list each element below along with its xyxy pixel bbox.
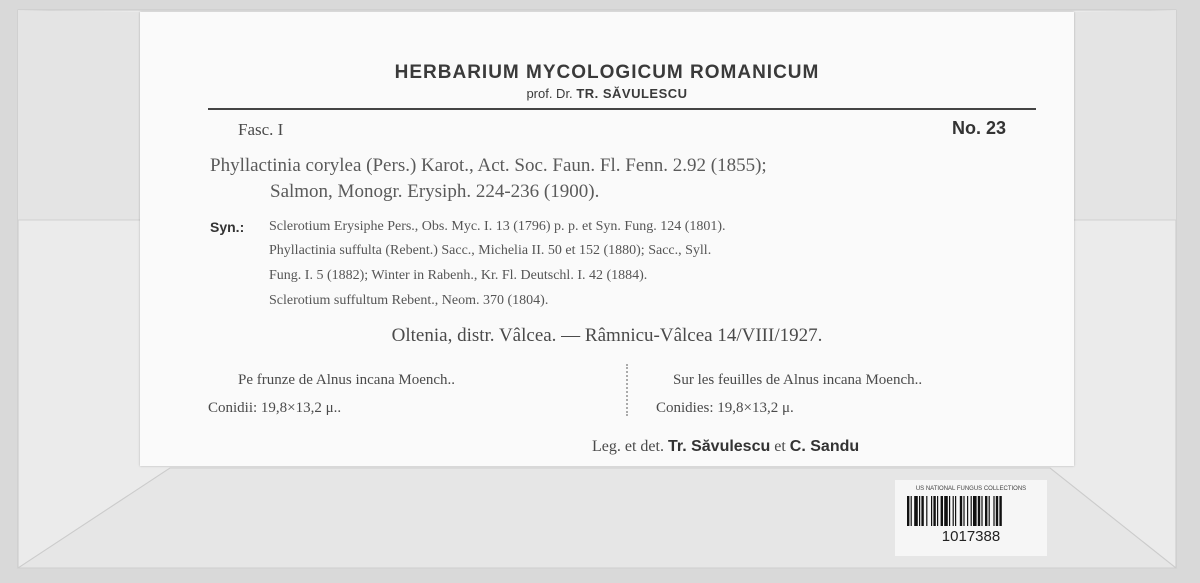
synonym-line: Sclerotium suffultum Rebent., Neom. 370 (1804). [269,293,549,308]
collector-name-1: Tr. Săvulescu [667,438,771,455]
barcode-number: 1017388 [941,528,1001,545]
herbarium-title: HERBARIUM MYCOLOGICUM ROMANICUM [394,62,820,83]
specimen-label [140,12,1074,466]
collector-line [592,438,859,456]
barcode-label [895,480,1047,556]
curator-prefix: prof. Dr. [526,86,573,101]
locality: Oltenia, distr. Vâlcea. — Râmnicu-Vâlcea 14/VIII/1927. [391,325,823,346]
taxon-name-line-1: Phyllactinia corylea (Pers.) Karot., Act. Soc. Faun. Fl. Fenn. 2.92 (1855); [210,155,767,176]
synonym-line: Sclerotium Erysiphe Pers., Obs. Myc. I. 13 (1796) p. p. et Syn. Fung. 124 (1801). [269,219,726,234]
collector-name-2: C. Sandu [789,438,860,455]
conidia-romanian: Conidii: 19,8×13,2 μ.. [208,400,342,416]
synonym-line: Fung. I. 5 (1882); Winter in Rabenh., Kr. Fl. Deutschl. I. 42 (1884). [269,268,648,283]
title-rule [208,108,1036,110]
habitat-french: Sur les feuilles de Alnus incana Moench.. [673,372,923,388]
collector-prefix: Leg. et det. [592,438,664,455]
synonym-line: Phyllactinia suffulta (Rebent.) Sacc., Michelia II. 50 et 152 (1880); Sacc., Syll. [269,243,712,258]
taxon-name-line-2: Salmon, Monogr. Erysiph. 224-236 (1900). [270,181,600,202]
specimen-number: No. 23 [951,118,1006,138]
barcode-caption: US NATIONAL FUNGUS COLLECTIONS [915,486,1027,492]
column-divider [626,364,628,416]
habitat-romanian: Pe frunze de Alnus incana Moench.. [238,372,456,388]
herbarium-curator [140,86,1074,101]
conidia-french: Conidies: 19,8×13,2 μ. [656,400,794,416]
barcode-icon [905,496,1037,526]
collector-joiner: et [774,438,786,455]
curator-name: TR. SĂVULESCU [576,86,688,101]
synonyms-label: Syn.: [210,219,245,235]
fascicle: Fasc. I [238,120,284,139]
